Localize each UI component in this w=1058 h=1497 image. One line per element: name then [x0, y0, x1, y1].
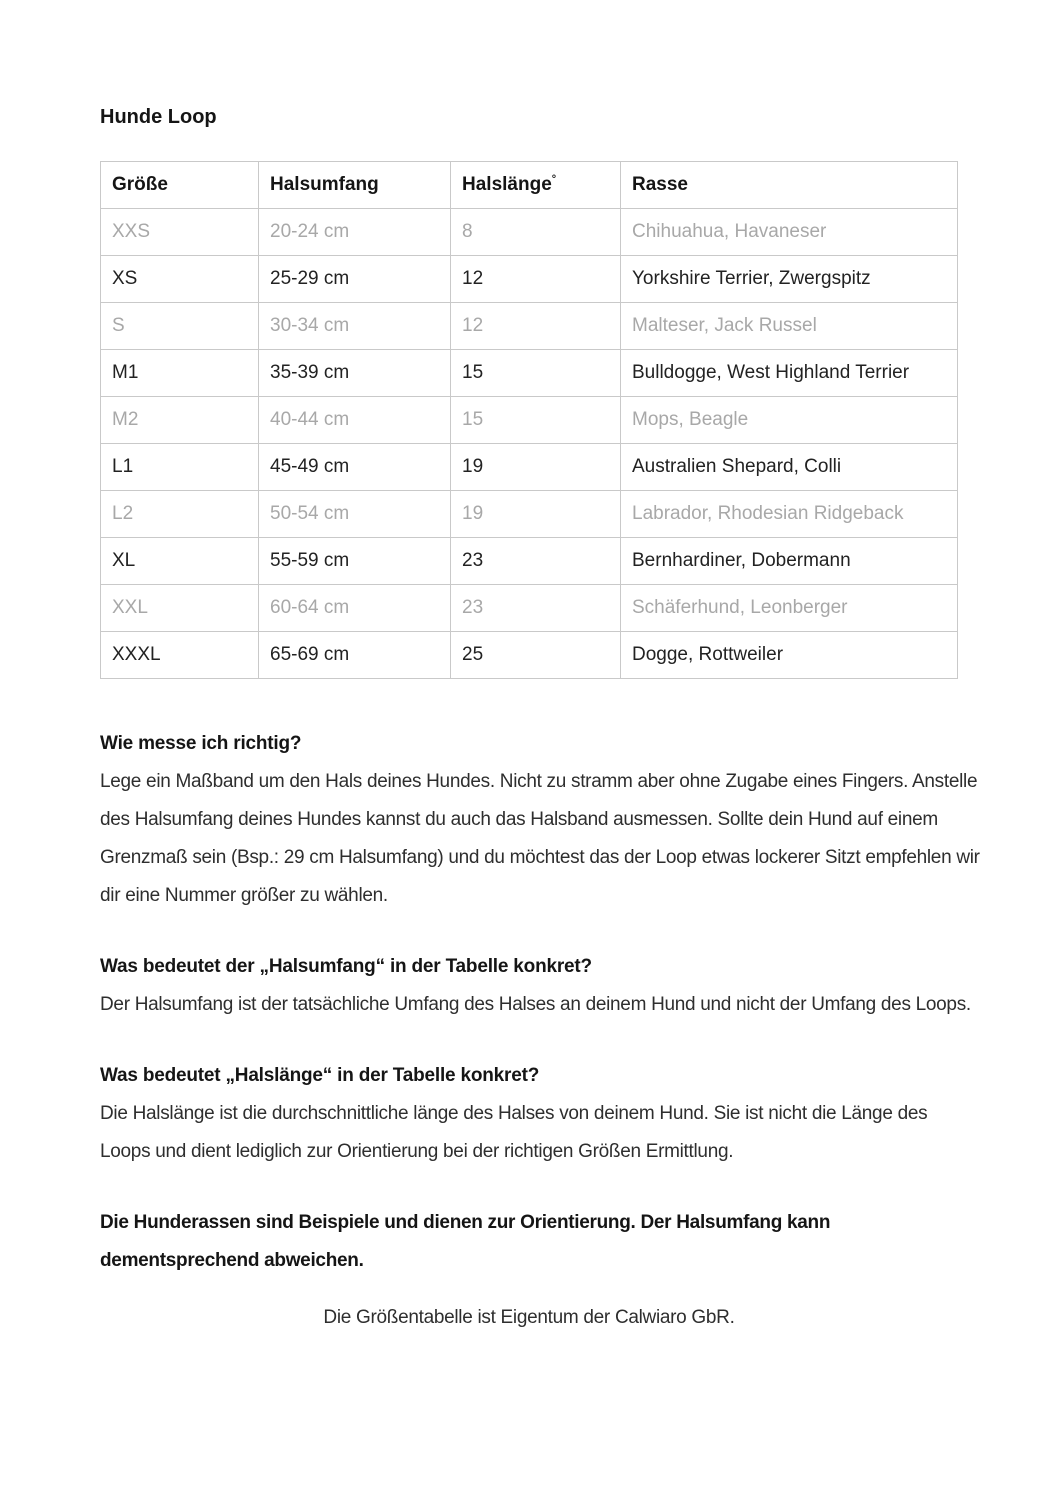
cell-rasse: Labrador, Rhodesian Ridgeback [621, 491, 958, 538]
section-halsumfang [100, 948, 980, 1024]
section-heading: Was bedeutet der „Halsumfang“ in der Tabelle konkret? [100, 956, 592, 977]
halslaenge-superscript-mark: ° [551, 173, 557, 186]
cell-groesse: L1 [101, 444, 259, 491]
size-table [100, 161, 958, 679]
cell-groesse: L2 [101, 491, 259, 538]
cell-halsumfang: 35-39 cm [259, 350, 451, 397]
cell-rasse: Australien Shepard, Colli [621, 444, 958, 491]
col-header-groesse: Größe [101, 162, 259, 209]
cell-halsumfang: 45-49 cm [259, 444, 451, 491]
table-row [101, 397, 958, 444]
cell-rasse: Bernhardiner, Dobermann [621, 538, 958, 585]
section-measuring [100, 725, 980, 915]
table-row [101, 538, 958, 585]
cell-groesse: S [101, 303, 259, 350]
cell-halslaenge: 15 [451, 350, 621, 397]
col-header-halslaenge [451, 162, 621, 209]
cell-rasse: Schäferhund, Leonberger [621, 585, 958, 632]
cell-rasse: Mops, Beagle [621, 397, 958, 444]
cell-rasse: Bulldogge, West Highland Terrier [621, 350, 958, 397]
cell-halsumfang: 60-64 cm [259, 585, 451, 632]
cell-groesse: XL [101, 538, 259, 585]
cell-halslaenge: 12 [451, 303, 621, 350]
col-header-halsumfang: Halsumfang [259, 162, 451, 209]
ownership-footer: Die Größentabelle ist Eigentum der Calwiaro GbR. [323, 1307, 735, 1328]
table-row [101, 209, 958, 256]
table-row [101, 632, 958, 679]
cell-groesse: M1 [101, 350, 259, 397]
table-header-row [101, 162, 958, 209]
cell-halsumfang: 30-34 cm [259, 303, 451, 350]
cell-halslaenge: 15 [451, 397, 621, 444]
cell-rasse: Yorkshire Terrier, Zwergspitz [621, 256, 958, 303]
table-row [101, 256, 958, 303]
cell-groesse: M2 [101, 397, 259, 444]
table-row [101, 585, 958, 632]
cell-halsumfang: 20-24 cm [259, 209, 451, 256]
section-body: Die Halslänge ist die durchschnittliche länge des Halses von deinem Hund. Sie ist nicht die Länge des Loops und dient lediglich zur Orientierung bei der richtigen Größen Ermittlung. [100, 1103, 928, 1162]
cell-halsumfang: 25-29 cm [259, 256, 451, 303]
table-row [101, 444, 958, 491]
cell-halslaenge: 25 [451, 632, 621, 679]
cell-halslaenge: 23 [451, 585, 621, 632]
section-heading: Wie messe ich richtig? [100, 733, 302, 754]
cell-halslaenge: 23 [451, 538, 621, 585]
cell-halsumfang: 50-54 cm [259, 491, 451, 538]
cell-halslaenge: 8 [451, 209, 621, 256]
breeds-note [100, 1204, 980, 1280]
cell-halslaenge: 12 [451, 256, 621, 303]
cell-halsumfang: 55-59 cm [259, 538, 451, 585]
section-body: Der Halsumfang ist der tatsächliche Umfang des Halses an deinem Hund und nicht der Umfang des Loops. [100, 994, 971, 1015]
breeds-note-text: Die Hunderassen sind Beispiele und dienen zur Orientierung. Der Halsumfang kann dementsprechend abweichen. [100, 1212, 831, 1271]
section-halslaenge [100, 1057, 980, 1171]
section-heading: Was bedeutet „Halslänge“ in der Tabelle konkret? [100, 1065, 540, 1086]
cell-halslaenge: 19 [451, 444, 621, 491]
cell-groesse: XXL [101, 585, 259, 632]
cell-groesse: XS [101, 256, 259, 303]
cell-rasse: Dogge, Rottweiler [621, 632, 958, 679]
cell-groesse: XXXL [101, 632, 259, 679]
cell-halslaenge: 19 [451, 491, 621, 538]
cell-groesse: XXS [101, 209, 259, 256]
table-row [101, 491, 958, 538]
cell-halsumfang: 40-44 cm [259, 397, 451, 444]
col-header-halslaenge-label: Halslänge [462, 174, 552, 195]
cell-rasse: Chihuahua, Havaneser [621, 209, 958, 256]
section-body: Lege ein Maßband um den Hals deines Hundes. Nicht zu stramm aber ohne Zugabe eines Fingers. Anstelle des Halsumfang deines Hundes kannst du auch das Halsband ausmessen. Sollte dein Hund auf einem Grenzmaß sein (Bsp.: 29 cm Halsumfang) und du möchtest das der Loop etwas lockerer Sitzt empfehlen wir dir eine Nummer größer zu wählen. [100, 771, 980, 906]
cell-rasse: Malteser, Jack Russel [621, 303, 958, 350]
table-row [101, 350, 958, 397]
col-header-rasse: Rasse [621, 162, 958, 209]
page-title: Hunde Loop [100, 106, 217, 128]
cell-halsumfang: 65-69 cm [259, 632, 451, 679]
table-row [101, 303, 958, 350]
